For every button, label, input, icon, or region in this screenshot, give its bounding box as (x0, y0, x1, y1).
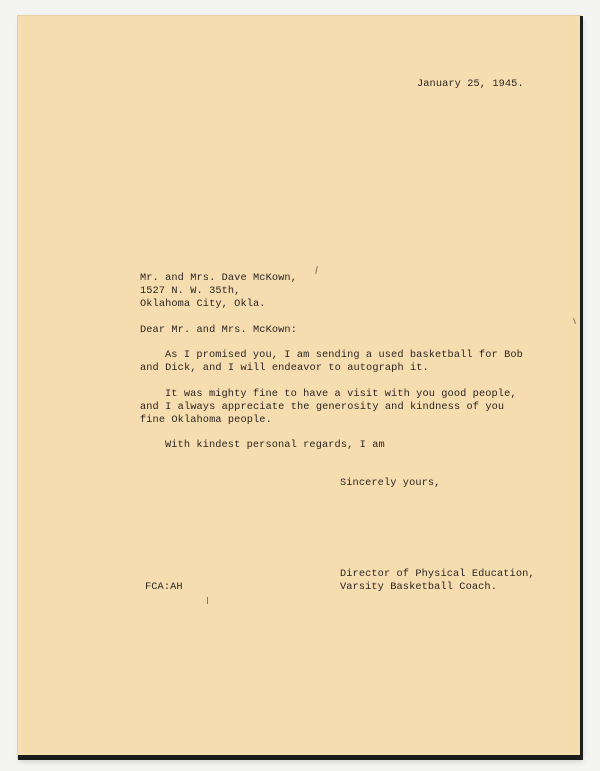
signature-title-line-1: Director of Physical Education, (340, 568, 535, 580)
page-edge-right (580, 16, 583, 758)
closing: Sincerely yours, (340, 477, 441, 489)
recipient-street: 1527 N. W. 35th, (140, 285, 241, 297)
stray-mark (207, 597, 208, 604)
typist-initials: FCA:AH (145, 581, 183, 593)
recipient-city: Oklahoma City, Okla. (140, 298, 266, 310)
recipient-name: Mr. and Mrs. Dave McKown, (140, 272, 297, 284)
salutation: Dear Mr. and Mrs. McKown: (140, 324, 297, 336)
page-edge-bottom (18, 755, 583, 760)
paragraph-1-line-1: As I promised you, I am sending a used basketball for Bob (165, 349, 523, 361)
paragraph-2-line-3: fine Oklahoma people. (140, 414, 272, 426)
paragraph-2-line-1: It was mighty fine to have a visit with you good people, (165, 388, 517, 400)
paragraph-3-line-1: With kindest personal regards, I am (165, 439, 385, 451)
letter-date: January 25, 1945. (417, 78, 524, 90)
signature-title-line-2: Varsity Basketball Coach. (340, 581, 497, 593)
letter-page (18, 16, 580, 758)
paragraph-2-line-2: and I always appreciate the generosity and kindness of you (140, 401, 505, 413)
paragraph-1-line-2: and Dick, and I will endeavor to autograph it. (140, 362, 429, 374)
